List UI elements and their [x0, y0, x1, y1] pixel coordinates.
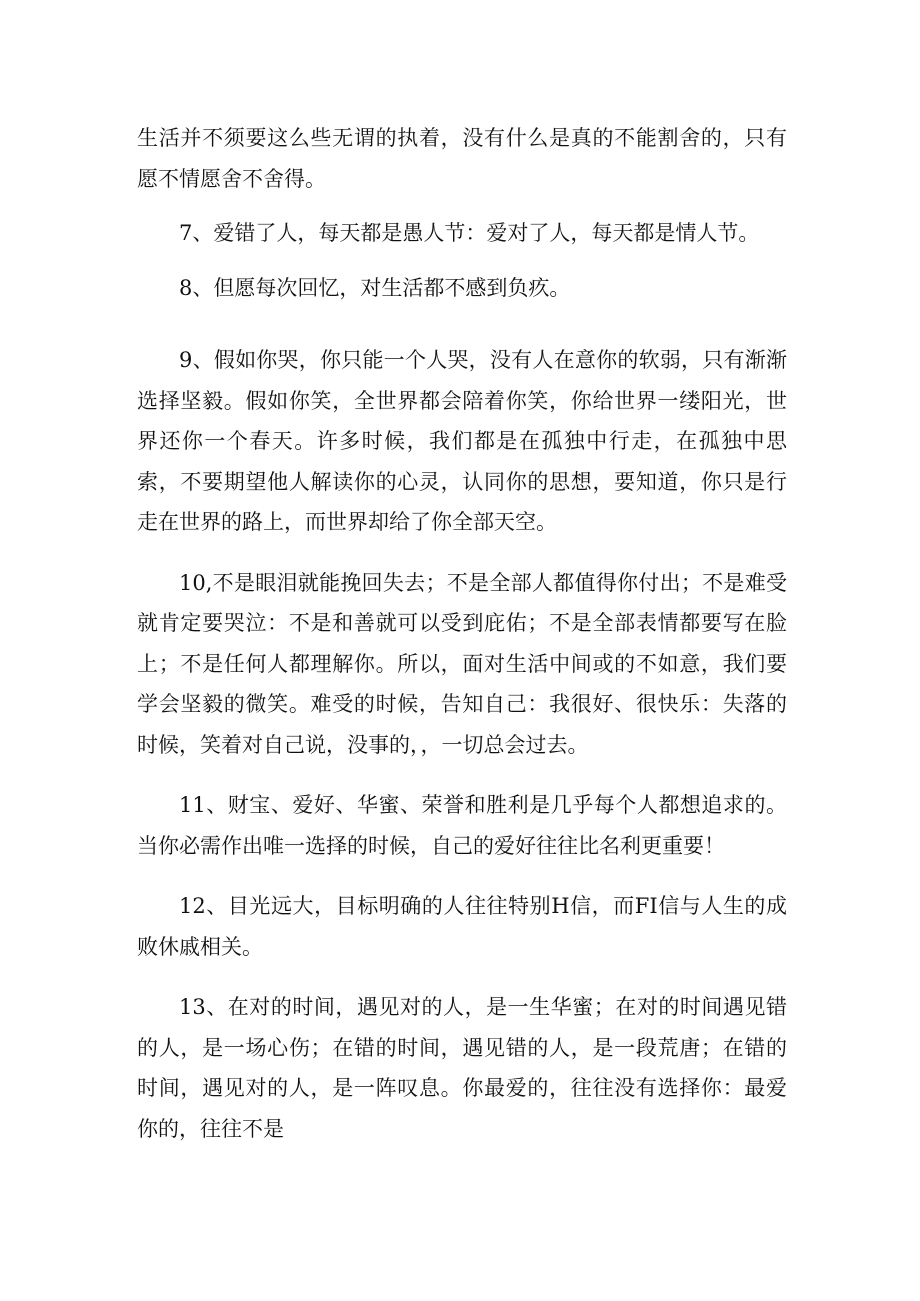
paragraph-quote-10: 10,不是眼泪就能挽回失去；不是全部人都值得你付出；不是难受就肯定要哭泣：不是和善就可以受到庇佑；不是全部表情都要写在脸上；不是任何人都理解你。所以，面对生活中间或的不如意，我们要学会坚毅的微笑。难受的时候，告知自己：我很好、很快乐：失落的时候，笑着对自己说，没事的，，一切总会过去。	[137, 570, 787, 757]
paragraph-quote-7: 7、爱错了人，每天都是愚人节：爱对了人，每天都是情人节。	[179, 221, 760, 245]
paragraph-quote-12: 12、目光远大，目标明确的人往往特别H信，而FI信与人生的成败休戚相关。	[137, 894, 787, 959]
paragraph-quote-8: 8、但愿每次回忆，对生活都不感到负疚。	[179, 275, 571, 300]
paragraph-quote-11: 11、财宝、爱好、华蜜、荣誉和胜利是几乎每个人都想追求的。当你必需作出唯一选择的时候，自己的爱好往往比名利更重要！	[137, 793, 787, 858]
paragraph-quote-9: 9、假如你哭，你只能一个人哭，没有人在意你的软弱，只有渐渐选择坚毅。假如你笑，全世界都会陪着你笑，你给世界一缕阳光，世界还你一个春天。许多时候，我们都是在孤独中行走，在孤独中思索，不要期望他人解读你的心灵，认同你的思想，要知道，你只是行走在世界的路上，而世界却给了你全部天空。	[137, 348, 787, 534]
paragraph-quote-13: 13、在对的时间，遇见对的人，是一生华蜜；在对的时间遇见错的人，是一场心伤；在错的时间，遇见错的人，是一段荒唐；在错的时间，遇见对的人，是一阵叹息。你最爱的，往往没有选择你：最爱你的，往往不是	[137, 995, 787, 1141]
document-body	[137, 118, 787, 1149]
paragraph-continuation: 生活并不须要这么些无谓的执着，没有什么是真的不能割舍的，只有愿不情愿舍不舍得。	[137, 126, 787, 191]
